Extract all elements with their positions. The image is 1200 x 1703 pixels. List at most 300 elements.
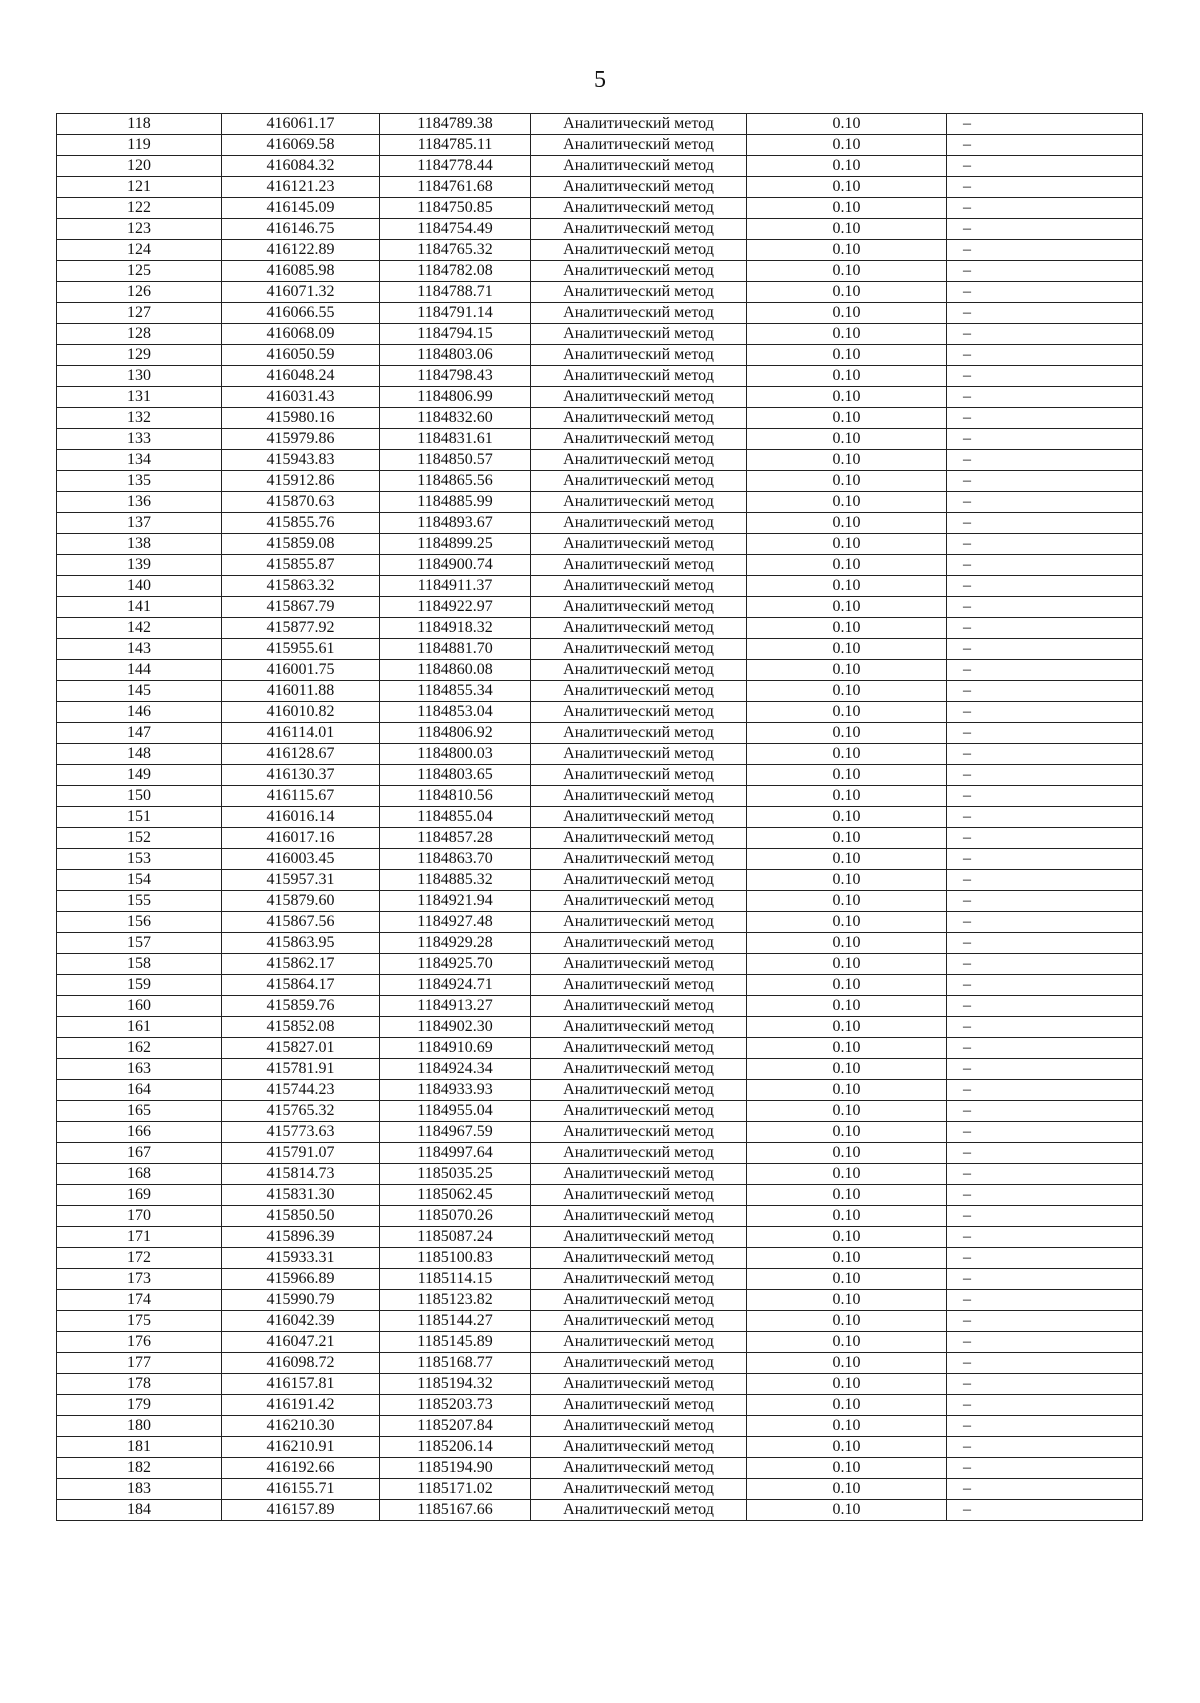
accuracy-cell: 0.10: [747, 555, 947, 576]
x-coordinate-cell: 415855.87: [222, 555, 380, 576]
x-coordinate-cell: 415879.60: [222, 891, 380, 912]
y-coordinate-cell: 1184778.44: [380, 156, 531, 177]
point-number-cell: 154: [57, 870, 222, 891]
y-coordinate-cell: 1185114.15: [380, 1269, 531, 1290]
note-cell: –: [947, 1269, 1143, 1290]
note-cell: –: [947, 912, 1143, 933]
accuracy-cell: 0.10: [747, 849, 947, 870]
table-row: [57, 1143, 1143, 1164]
accuracy-cell: 0.10: [747, 1353, 947, 1374]
note-cell: –: [947, 996, 1143, 1017]
accuracy-cell: 0.10: [747, 1101, 947, 1122]
y-coordinate-cell: 1184900.74: [380, 555, 531, 576]
note-cell: –: [947, 639, 1143, 660]
table-row: [57, 345, 1143, 366]
note-cell: –: [947, 933, 1143, 954]
point-number-cell: 137: [57, 513, 222, 534]
x-coordinate-cell: 416192.66: [222, 1458, 380, 1479]
accuracy-cell: 0.10: [747, 1017, 947, 1038]
x-coordinate-cell: 415859.76: [222, 996, 380, 1017]
point-number-cell: 134: [57, 450, 222, 471]
note-cell: –: [947, 618, 1143, 639]
note-cell: –: [947, 1164, 1143, 1185]
x-coordinate-cell: 416017.16: [222, 828, 380, 849]
point-number-cell: 153: [57, 849, 222, 870]
method-cell: Аналитический метод: [531, 1101, 747, 1122]
x-coordinate-cell: 416157.89: [222, 1500, 380, 1521]
x-coordinate-cell: 415814.73: [222, 1164, 380, 1185]
point-number-cell: 183: [57, 1479, 222, 1500]
accuracy-cell: 0.10: [747, 156, 947, 177]
note-cell: –: [947, 597, 1143, 618]
accuracy-cell: 0.10: [747, 492, 947, 513]
note-cell: –: [947, 1206, 1143, 1227]
method-cell: Аналитический метод: [531, 975, 747, 996]
note-cell: –: [947, 1437, 1143, 1458]
table-row: [57, 576, 1143, 597]
note-cell: –: [947, 702, 1143, 723]
point-number-cell: 147: [57, 723, 222, 744]
y-coordinate-cell: 1185144.27: [380, 1311, 531, 1332]
note-cell: –: [947, 534, 1143, 555]
y-coordinate-cell: 1184902.30: [380, 1017, 531, 1038]
table-row: [57, 1038, 1143, 1059]
note-cell: –: [947, 954, 1143, 975]
accuracy-cell: 0.10: [747, 450, 947, 471]
method-cell: Аналитический метод: [531, 681, 747, 702]
table-row: [57, 1122, 1143, 1143]
accuracy-cell: 0.10: [747, 1332, 947, 1353]
table-row: [57, 975, 1143, 996]
point-number-cell: 129: [57, 345, 222, 366]
note-cell: –: [947, 1185, 1143, 1206]
note-cell: –: [947, 1080, 1143, 1101]
y-coordinate-cell: 1184855.04: [380, 807, 531, 828]
accuracy-cell: 0.10: [747, 1269, 947, 1290]
y-coordinate-cell: 1184789.38: [380, 114, 531, 135]
x-coordinate-cell: 416068.09: [222, 324, 380, 345]
method-cell: Аналитический метод: [531, 1500, 747, 1521]
method-cell: Аналитический метод: [531, 450, 747, 471]
y-coordinate-cell: 1185171.02: [380, 1479, 531, 1500]
point-number-cell: 158: [57, 954, 222, 975]
x-coordinate-cell: 415862.17: [222, 954, 380, 975]
method-cell: Аналитический метод: [531, 1185, 747, 1206]
y-coordinate-cell: 1184794.15: [380, 324, 531, 345]
accuracy-cell: 0.10: [747, 954, 947, 975]
note-cell: –: [947, 1374, 1143, 1395]
y-coordinate-cell: 1184853.04: [380, 702, 531, 723]
y-coordinate-cell: 1185168.77: [380, 1353, 531, 1374]
accuracy-cell: 0.10: [747, 513, 947, 534]
point-number-cell: 182: [57, 1458, 222, 1479]
y-coordinate-cell: 1185100.83: [380, 1248, 531, 1269]
method-cell: Аналитический метод: [531, 135, 747, 156]
table-row: [57, 723, 1143, 744]
x-coordinate-cell: 416061.17: [222, 114, 380, 135]
x-coordinate-cell: 415852.08: [222, 1017, 380, 1038]
accuracy-cell: 0.10: [747, 198, 947, 219]
y-coordinate-cell: 1185145.89: [380, 1332, 531, 1353]
accuracy-cell: 0.10: [747, 828, 947, 849]
method-cell: Аналитический метод: [531, 1164, 747, 1185]
y-coordinate-cell: 1184893.67: [380, 513, 531, 534]
point-number-cell: 152: [57, 828, 222, 849]
method-cell: Аналитический метод: [531, 282, 747, 303]
method-cell: Аналитический метод: [531, 1248, 747, 1269]
x-coordinate-cell: 415781.91: [222, 1059, 380, 1080]
note-cell: –: [947, 576, 1143, 597]
accuracy-cell: 0.10: [747, 1206, 947, 1227]
accuracy-cell: 0.10: [747, 975, 947, 996]
method-cell: Аналитический метод: [531, 576, 747, 597]
y-coordinate-cell: 1184855.34: [380, 681, 531, 702]
x-coordinate-cell: 415831.30: [222, 1185, 380, 1206]
note-cell: –: [947, 408, 1143, 429]
note-cell: –: [947, 114, 1143, 135]
method-cell: Аналитический метод: [531, 1437, 747, 1458]
point-number-cell: 181: [57, 1437, 222, 1458]
accuracy-cell: 0.10: [747, 408, 947, 429]
method-cell: Аналитический метод: [531, 744, 747, 765]
accuracy-cell: 0.10: [747, 1059, 947, 1080]
table-row: [57, 1017, 1143, 1038]
table-row: [57, 534, 1143, 555]
y-coordinate-cell: 1184806.99: [380, 387, 531, 408]
table-row: [57, 786, 1143, 807]
x-coordinate-cell: 415867.79: [222, 597, 380, 618]
point-number-cell: 177: [57, 1353, 222, 1374]
accuracy-cell: 0.10: [747, 912, 947, 933]
method-cell: Аналитический метод: [531, 849, 747, 870]
accuracy-cell: 0.10: [747, 345, 947, 366]
x-coordinate-cell: 416048.24: [222, 366, 380, 387]
point-number-cell: 176: [57, 1332, 222, 1353]
y-coordinate-cell: 1184918.32: [380, 618, 531, 639]
note-cell: –: [947, 261, 1143, 282]
table-row: [57, 1311, 1143, 1332]
note-cell: –: [947, 975, 1143, 996]
table-row: [57, 618, 1143, 639]
x-coordinate-cell: 415863.95: [222, 933, 380, 954]
y-coordinate-cell: 1184997.64: [380, 1143, 531, 1164]
method-cell: Аналитический метод: [531, 156, 747, 177]
table-row: [57, 891, 1143, 912]
point-number-cell: 128: [57, 324, 222, 345]
accuracy-cell: 0.10: [747, 219, 947, 240]
point-number-cell: 163: [57, 1059, 222, 1080]
point-number-cell: 141: [57, 597, 222, 618]
point-number-cell: 173: [57, 1269, 222, 1290]
accuracy-cell: 0.10: [747, 1143, 947, 1164]
point-number-cell: 150: [57, 786, 222, 807]
note-cell: –: [947, 1311, 1143, 1332]
x-coordinate-cell: 416042.39: [222, 1311, 380, 1332]
x-coordinate-cell: 415943.83: [222, 450, 380, 471]
y-coordinate-cell: 1185070.26: [380, 1206, 531, 1227]
x-coordinate-cell: 415791.07: [222, 1143, 380, 1164]
point-number-cell: 133: [57, 429, 222, 450]
point-number-cell: 151: [57, 807, 222, 828]
x-coordinate-cell: 416157.81: [222, 1374, 380, 1395]
x-coordinate-cell: 415912.86: [222, 471, 380, 492]
accuracy-cell: 0.10: [747, 870, 947, 891]
x-coordinate-cell: 416031.43: [222, 387, 380, 408]
x-coordinate-cell: 416098.72: [222, 1353, 380, 1374]
table-body: [57, 114, 1143, 1521]
method-cell: Аналитический метод: [531, 219, 747, 240]
point-number-cell: 126: [57, 282, 222, 303]
table-row: [57, 1500, 1143, 1521]
y-coordinate-cell: 1184863.70: [380, 849, 531, 870]
accuracy-cell: 0.10: [747, 597, 947, 618]
y-coordinate-cell: 1184899.25: [380, 534, 531, 555]
method-cell: Аналитический метод: [531, 492, 747, 513]
note-cell: –: [947, 219, 1143, 240]
table-row: [57, 1458, 1143, 1479]
x-coordinate-cell: 415827.01: [222, 1038, 380, 1059]
accuracy-cell: 0.10: [747, 324, 947, 345]
x-coordinate-cell: 416066.55: [222, 303, 380, 324]
y-coordinate-cell: 1185194.32: [380, 1374, 531, 1395]
table-row: [57, 1248, 1143, 1269]
point-number-cell: 145: [57, 681, 222, 702]
accuracy-cell: 0.10: [747, 765, 947, 786]
y-coordinate-cell: 1184913.27: [380, 996, 531, 1017]
x-coordinate-cell: 416210.91: [222, 1437, 380, 1458]
method-cell: Аналитический метод: [531, 114, 747, 135]
table-row: [57, 1206, 1143, 1227]
point-number-cell: 120: [57, 156, 222, 177]
point-number-cell: 144: [57, 660, 222, 681]
point-number-cell: 136: [57, 492, 222, 513]
y-coordinate-cell: 1184933.93: [380, 1080, 531, 1101]
y-coordinate-cell: 1184925.70: [380, 954, 531, 975]
accuracy-cell: 0.10: [747, 933, 947, 954]
method-cell: Аналитический метод: [531, 429, 747, 450]
point-number-cell: 130: [57, 366, 222, 387]
accuracy-cell: 0.10: [747, 723, 947, 744]
x-coordinate-cell: 416145.09: [222, 198, 380, 219]
table-row: [57, 261, 1143, 282]
method-cell: Аналитический метод: [531, 1311, 747, 1332]
y-coordinate-cell: 1184754.49: [380, 219, 531, 240]
note-cell: –: [947, 1101, 1143, 1122]
note-cell: –: [947, 1395, 1143, 1416]
table-row: [57, 177, 1143, 198]
table-row: [57, 744, 1143, 765]
x-coordinate-cell: 415744.23: [222, 1080, 380, 1101]
coordinates-table: [56, 113, 1143, 1521]
y-coordinate-cell: 1184929.28: [380, 933, 531, 954]
method-cell: Аналитический метод: [531, 1269, 747, 1290]
x-coordinate-cell: 415979.86: [222, 429, 380, 450]
y-coordinate-cell: 1184788.71: [380, 282, 531, 303]
y-coordinate-cell: 1185087.24: [380, 1227, 531, 1248]
table-row: [57, 1227, 1143, 1248]
table-row: [57, 492, 1143, 513]
method-cell: Аналитический метод: [531, 807, 747, 828]
y-coordinate-cell: 1184955.04: [380, 1101, 531, 1122]
accuracy-cell: 0.10: [747, 1311, 947, 1332]
x-coordinate-cell: 415990.79: [222, 1290, 380, 1311]
x-coordinate-cell: 416191.42: [222, 1395, 380, 1416]
accuracy-cell: 0.10: [747, 1122, 947, 1143]
note-cell: –: [947, 366, 1143, 387]
table-row: [57, 597, 1143, 618]
table-row: [57, 912, 1143, 933]
accuracy-cell: 0.10: [747, 996, 947, 1017]
note-cell: –: [947, 156, 1143, 177]
method-cell: Аналитический метод: [531, 1353, 747, 1374]
accuracy-cell: 0.10: [747, 303, 947, 324]
accuracy-cell: 0.10: [747, 534, 947, 555]
y-coordinate-cell: 1184785.11: [380, 135, 531, 156]
point-number-cell: 166: [57, 1122, 222, 1143]
point-number-cell: 174: [57, 1290, 222, 1311]
note-cell: –: [947, 891, 1143, 912]
table-row: [57, 303, 1143, 324]
note-cell: –: [947, 1479, 1143, 1500]
method-cell: Аналитический метод: [531, 1017, 747, 1038]
table-row: [57, 156, 1143, 177]
accuracy-cell: 0.10: [747, 387, 947, 408]
table-row: [57, 450, 1143, 471]
point-number-cell: 138: [57, 534, 222, 555]
x-coordinate-cell: 416050.59: [222, 345, 380, 366]
y-coordinate-cell: 1184885.32: [380, 870, 531, 891]
point-number-cell: 125: [57, 261, 222, 282]
method-cell: Аналитический метод: [531, 702, 747, 723]
method-cell: Аналитический метод: [531, 303, 747, 324]
x-coordinate-cell: 415850.50: [222, 1206, 380, 1227]
method-cell: Аналитический метод: [531, 1332, 747, 1353]
method-cell: Аналитический метод: [531, 1479, 747, 1500]
x-coordinate-cell: 416146.75: [222, 219, 380, 240]
point-number-cell: 118: [57, 114, 222, 135]
x-coordinate-cell: 416003.45: [222, 849, 380, 870]
y-coordinate-cell: 1185123.82: [380, 1290, 531, 1311]
note-cell: –: [947, 828, 1143, 849]
y-coordinate-cell: 1184924.71: [380, 975, 531, 996]
note-cell: –: [947, 198, 1143, 219]
method-cell: Аналитический метод: [531, 1122, 747, 1143]
y-coordinate-cell: 1184922.97: [380, 597, 531, 618]
accuracy-cell: 0.10: [747, 471, 947, 492]
method-cell: Аналитический метод: [531, 1059, 747, 1080]
table-row: [57, 555, 1143, 576]
y-coordinate-cell: 1184865.56: [380, 471, 531, 492]
accuracy-cell: 0.10: [747, 261, 947, 282]
method-cell: Аналитический метод: [531, 1206, 747, 1227]
method-cell: Аналитический метод: [531, 387, 747, 408]
table-row: [57, 1164, 1143, 1185]
note-cell: –: [947, 1458, 1143, 1479]
note-cell: –: [947, 870, 1143, 891]
accuracy-cell: 0.10: [747, 744, 947, 765]
point-number-cell: 149: [57, 765, 222, 786]
method-cell: Аналитический метод: [531, 324, 747, 345]
note-cell: –: [947, 429, 1143, 450]
accuracy-cell: 0.10: [747, 1479, 947, 1500]
accuracy-cell: 0.10: [747, 177, 947, 198]
x-coordinate-cell: 415867.56: [222, 912, 380, 933]
x-coordinate-cell: 416122.89: [222, 240, 380, 261]
method-cell: Аналитический метод: [531, 261, 747, 282]
point-number-cell: 170: [57, 1206, 222, 1227]
x-coordinate-cell: 415933.31: [222, 1248, 380, 1269]
method-cell: Аналитический метод: [531, 1143, 747, 1164]
method-cell: Аналитический метод: [531, 1458, 747, 1479]
x-coordinate-cell: 416085.98: [222, 261, 380, 282]
point-number-cell: 179: [57, 1395, 222, 1416]
point-number-cell: 164: [57, 1080, 222, 1101]
note-cell: –: [947, 177, 1143, 198]
page-number: 5: [594, 67, 606, 93]
note-cell: –: [947, 1017, 1143, 1038]
table-row: [57, 1353, 1143, 1374]
y-coordinate-cell: 1185167.66: [380, 1500, 531, 1521]
point-number-cell: 156: [57, 912, 222, 933]
point-number-cell: 169: [57, 1185, 222, 1206]
table-row: [57, 1059, 1143, 1080]
table-row: [57, 1479, 1143, 1500]
y-coordinate-cell: 1184927.48: [380, 912, 531, 933]
accuracy-cell: 0.10: [747, 891, 947, 912]
x-coordinate-cell: 415773.63: [222, 1122, 380, 1143]
note-cell: –: [947, 1332, 1143, 1353]
table-row: [57, 1332, 1143, 1353]
table-row: [57, 1416, 1143, 1437]
table-row: [57, 471, 1143, 492]
accuracy-cell: 0.10: [747, 1395, 947, 1416]
point-number-cell: 146: [57, 702, 222, 723]
y-coordinate-cell: 1185035.25: [380, 1164, 531, 1185]
table-row: [57, 1080, 1143, 1101]
x-coordinate-cell: 415877.92: [222, 618, 380, 639]
note-cell: –: [947, 786, 1143, 807]
y-coordinate-cell: 1185194.90: [380, 1458, 531, 1479]
x-coordinate-cell: 416047.21: [222, 1332, 380, 1353]
y-coordinate-cell: 1184831.61: [380, 429, 531, 450]
note-cell: –: [947, 513, 1143, 534]
accuracy-cell: 0.10: [747, 1185, 947, 1206]
note-cell: –: [947, 450, 1143, 471]
x-coordinate-cell: 416121.23: [222, 177, 380, 198]
method-cell: Аналитический метод: [531, 828, 747, 849]
note-cell: –: [947, 1416, 1143, 1437]
note-cell: –: [947, 492, 1143, 513]
note-cell: –: [947, 723, 1143, 744]
table-row: [57, 933, 1143, 954]
x-coordinate-cell: 415864.17: [222, 975, 380, 996]
y-coordinate-cell: 1184803.65: [380, 765, 531, 786]
note-cell: –: [947, 1353, 1143, 1374]
table-row: [57, 219, 1143, 240]
note-cell: –: [947, 744, 1143, 765]
y-coordinate-cell: 1185206.14: [380, 1437, 531, 1458]
table-row: [57, 1437, 1143, 1458]
accuracy-cell: 0.10: [747, 660, 947, 681]
note-cell: –: [947, 1248, 1143, 1269]
point-number-cell: 178: [57, 1374, 222, 1395]
y-coordinate-cell: 1184800.03: [380, 744, 531, 765]
table-row: [57, 387, 1143, 408]
point-number-cell: 121: [57, 177, 222, 198]
x-coordinate-cell: 416069.58: [222, 135, 380, 156]
point-number-cell: 142: [57, 618, 222, 639]
y-coordinate-cell: 1185207.84: [380, 1416, 531, 1437]
